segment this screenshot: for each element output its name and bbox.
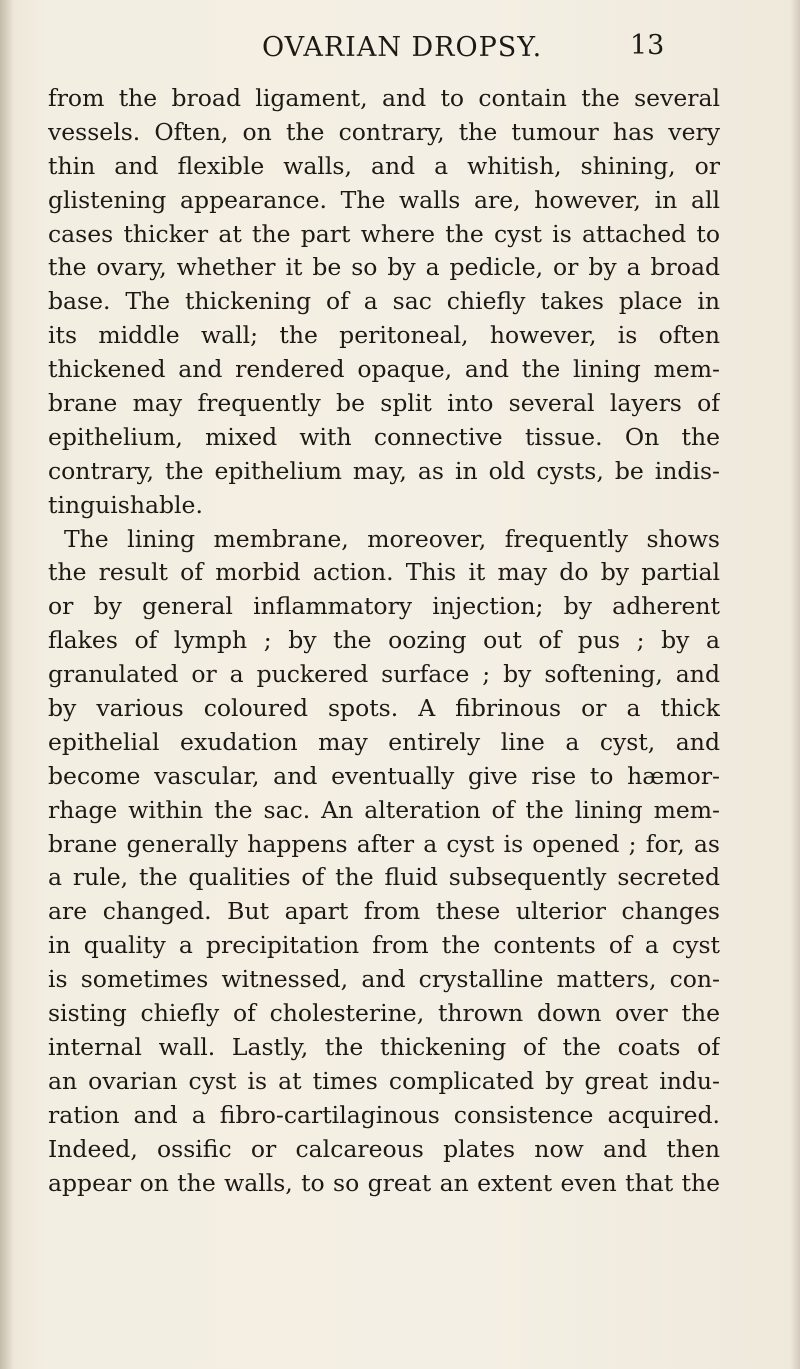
page-number: 13 bbox=[630, 30, 665, 61]
text-line: brane generally happens after a cyst is opened ; for, as bbox=[48, 829, 720, 858]
text-line: tinguishable. bbox=[48, 490, 203, 519]
text-line: epithelial exudation may entirely line a cyst, and bbox=[48, 727, 720, 756]
text-line: its middle wall; the peritoneal, however, is often bbox=[48, 321, 720, 350]
text-line: by various coloured spots. A fibrinous or a thick bbox=[48, 694, 720, 723]
text-line: the result of morbid action. This it may do by partial bbox=[48, 558, 720, 587]
body-text bbox=[48, 82, 788, 1200]
text-line: sisting chiefly of cholesterine, thrown down over the bbox=[48, 999, 720, 1028]
text-line: ration and a fibro-cartilaginous consistence acquired. bbox=[48, 1100, 720, 1129]
text-line: granulated or a puckered surface ; by softening, and bbox=[48, 660, 720, 689]
running-title: OVARIAN DROPSY. bbox=[262, 32, 543, 63]
text-line: flakes of lymph ; by the oozing out of pus ; by a bbox=[48, 626, 720, 655]
text-line: or by general inflammatory injection; by adherent bbox=[48, 592, 720, 621]
page-header bbox=[0, 26, 800, 66]
text-line: appear on the walls, to so great an extent even that the bbox=[48, 1168, 720, 1197]
paragraph-start-line: The lining membrane, moreover, frequently shows bbox=[64, 524, 720, 553]
text-line: vessels. Often, on the contrary, the tumour has very bbox=[48, 117, 720, 146]
text-line: the ovary, whether it be so by a pedicle, or by a broad bbox=[48, 253, 720, 282]
text-line: thin and flexible walls, and a whitish, shining, or bbox=[48, 151, 720, 180]
text-line: become vascular, and eventually give rise to hæmor- bbox=[48, 761, 720, 790]
text-line: rhage within the sac. An alteration of the lining mem- bbox=[48, 795, 720, 824]
text-line: cases thicker at the part where the cyst is attached to bbox=[48, 219, 720, 248]
text-line: Indeed, ossific or calcareous plates now and then bbox=[48, 1134, 720, 1163]
text-line: are changed. But apart from these ulterior changes bbox=[48, 897, 720, 926]
text-line: a rule, the qualities of the fluid subsequently secreted bbox=[48, 863, 720, 892]
text-line: from the broad ligament, and to contain the several bbox=[48, 84, 720, 112]
page-edge-shadow bbox=[790, 0, 800, 1369]
text-line: internal wall. Lastly, the thickening of the coats of bbox=[48, 1032, 720, 1061]
text-line: epithelium, mixed with connective tissue. On the bbox=[48, 422, 720, 451]
text-line: glistening appearance. The walls are, however, in all bbox=[48, 185, 720, 214]
text-line: base. The thickening of a sac chiefly takes place in bbox=[48, 287, 720, 316]
text-line: contrary, the epithelium may, as in old cysts, be indis- bbox=[48, 456, 720, 485]
text-line: in quality a precipitation from the contents of a cyst bbox=[48, 931, 720, 960]
binding-shadow bbox=[0, 0, 14, 1369]
text-line: thickened and rendered opaque, and the lining mem- bbox=[48, 355, 720, 384]
text-line: an ovarian cyst is at times complicated by great indu- bbox=[48, 1066, 720, 1095]
text-line: brane may frequently be split into several layers of bbox=[48, 389, 720, 418]
text-line: is sometimes witnessed, and crystalline matters, con- bbox=[48, 965, 720, 994]
